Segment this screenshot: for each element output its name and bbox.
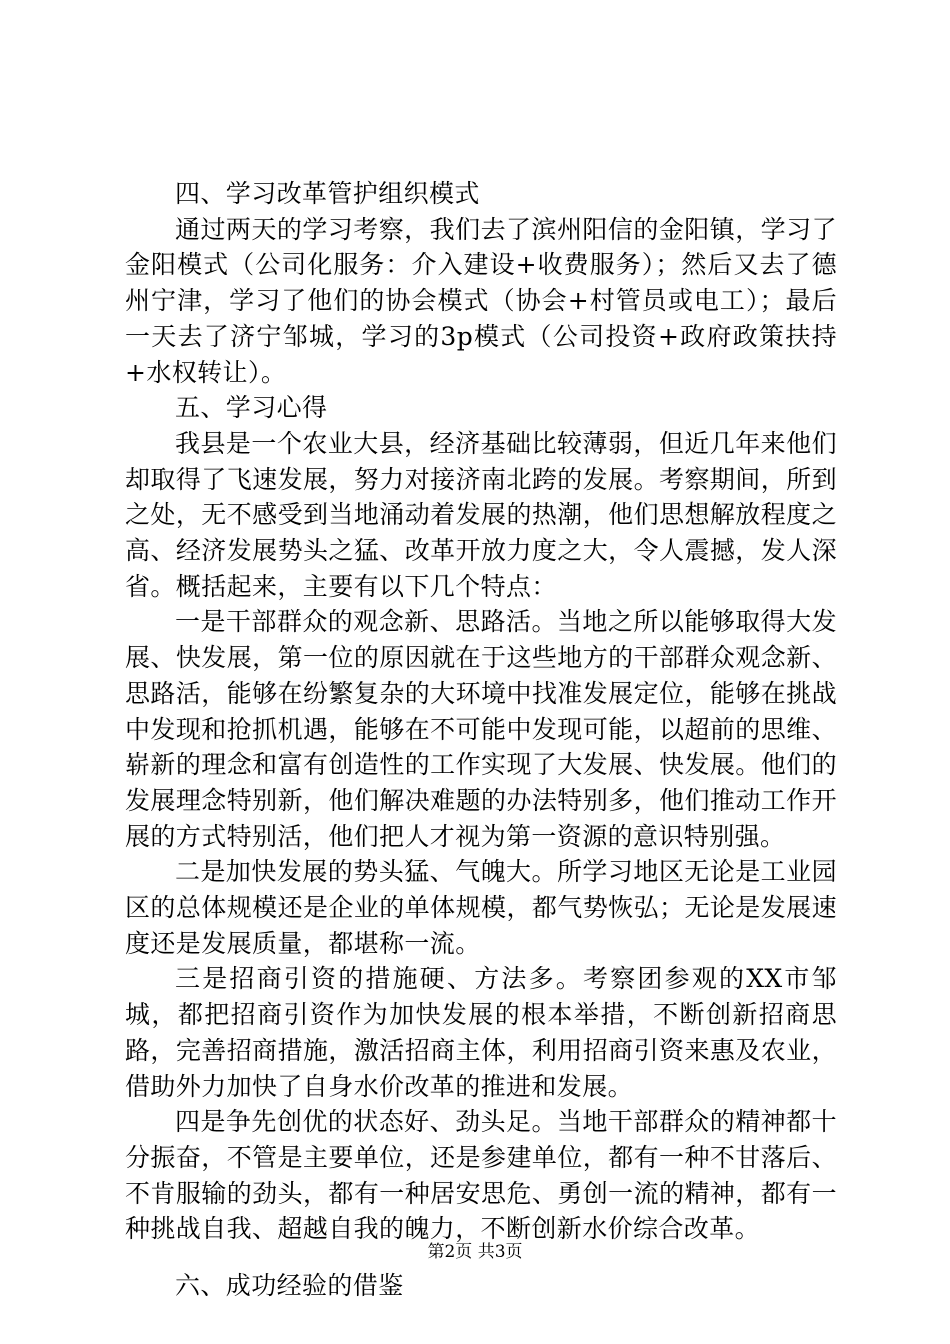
paragraph: 二是加快发展的势头猛、气魄大。所学习地区无论是工业园区的总体规模还是企业的单体规模，都气势恢弘；无论是发展速度还是发展质量，都堪称一流。: [125, 857, 837, 958]
page-number-footer: 第2页 共3页: [427, 1242, 523, 1262]
paragraph: 我县是一个农业大县，经济基础比较薄弱，但近几年来他们却取得了飞速发展，努力对接济南北跨的发展。考察期间，所到之处，无不感受到当地涌动着发展的热潮，他们思想解放程度之高、经济发展势头之猛、改革开放力度之大，令人震撼，发人深省。概括起来，主要有以下几个特点：: [125, 428, 837, 601]
paragraph: 四是争先创优的状态好、劲头足。当地干部群众的精神都十分振奋，不管是主要单位，还是参建单位，都有一种不甘落后、不肯服输的劲头，都有一种居安思危、勇创一流的精神，都有一种挑战自我、超越自我的魄力，不断创新水价综合改革。: [125, 1107, 837, 1244]
paragraph: 三是招商引资的措施硬、方法多。考察团参观的XX市邹城，都把招商引资作为加快发展的根本举措，不断创新招商思路，完善招商措施，激活招商主体，利用招商引资来惠及农业，借助外力加快了自身水价改革的推进和发展。: [125, 964, 837, 1101]
paragraph: 通过两天的学习考察，我们去了滨州阳信的金阳镇，学习了金阳模式（公司化服务：介入建设+收费服务）；然后又去了德州宁津，学习了他们的协会模式（协会+村管员或电工）；最后一天去了济宁邹城，学习的3p模式（公司投资+政府政策扶持+水权转让）。: [125, 214, 837, 387]
paragraph: 一是干部群众的观念新、思路活。当地之所以能够取得大发展、快发展，第一位的原因就在于这些地方的干部群众观念新、思路活，能够在纷繁复杂的大环境中找准发展定位，能够在挑战中发现和抢抓机遇，能够在不可能中发现可能，以超前的思维、崭新的理念和富有创造性的工作实现了大发展、快发展。他们的发展理念特别新，他们解决难题的办法特别多，他们推动工作开展的方式特别活，他们把人才视为第一资源的意识特别强。: [125, 607, 837, 851]
section-heading: 五、学习心得: [175, 393, 328, 423]
section-heading: 四、学习改革管护组织模式: [175, 179, 480, 208]
document-body: [125, 176, 837, 1304]
section-heading: 六、成功经验的借鉴: [175, 1271, 404, 1301]
